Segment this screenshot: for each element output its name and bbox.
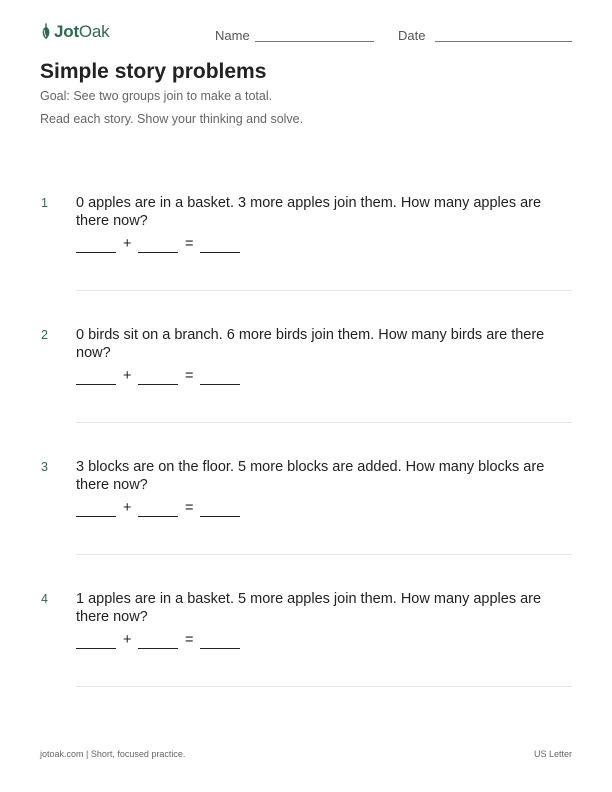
page-title: Simple story problems	[40, 60, 267, 83]
problem-number: 1	[41, 196, 48, 210]
problem-item	[40, 326, 572, 458]
plus-sign: +	[123, 368, 132, 384]
divider	[76, 554, 572, 555]
problem-text: 0 birds sit on a branch. 6 more birds join them. How many birds are there now?	[76, 327, 545, 361]
instructions-text: Read each story. Show your thinking and solve.	[40, 112, 304, 126]
problem-item	[40, 590, 572, 722]
plus-sign: +	[123, 236, 132, 252]
problem-item	[40, 194, 572, 326]
answer-blank[interactable]	[200, 648, 240, 649]
paper-size-label: US Letter	[533, 749, 572, 759]
problem-text: 0 apples are in a basket. 3 more apples join them. How many apples are there now?	[76, 195, 542, 229]
answer-blank[interactable]	[76, 648, 116, 649]
answer-blank[interactable]	[200, 252, 240, 253]
brand-jot: Jot	[54, 22, 79, 41]
answer-blank[interactable]	[76, 384, 116, 385]
plus-sign: +	[123, 500, 132, 516]
answer-blank[interactable]	[76, 252, 116, 253]
brand-oak: Oak	[78, 22, 110, 41]
date-line[interactable]	[435, 41, 572, 42]
equals-sign: =	[185, 236, 194, 252]
equals-sign: =	[185, 632, 194, 648]
answer-blank[interactable]	[138, 384, 178, 385]
answer-blank[interactable]	[200, 384, 240, 385]
answer-blank[interactable]	[200, 516, 240, 517]
divider	[76, 290, 572, 291]
page-header	[40, 20, 572, 46]
answer-blank[interactable]	[138, 648, 178, 649]
problem-text: 3 blocks are on the floor. 5 more blocks are added. How many blocks are there now?	[76, 459, 545, 493]
problem-item	[40, 458, 572, 590]
name-label: Name	[215, 28, 250, 43]
divider	[76, 422, 572, 423]
problem-text: 1 apples are in a basket. 5 more apples join them. How many apples are there now?	[76, 591, 542, 625]
goal-text: Goal: See two groups join to make a total.	[40, 89, 273, 103]
divider	[76, 686, 572, 687]
plus-sign: +	[123, 632, 132, 648]
answer-blank[interactable]	[76, 516, 116, 517]
answer-blank[interactable]	[138, 516, 178, 517]
problem-number: 3	[41, 460, 48, 474]
name-line[interactable]	[255, 41, 374, 42]
date-label: Date	[398, 28, 426, 43]
answer-blank[interactable]	[138, 252, 178, 253]
problem-number: 2	[41, 328, 48, 342]
brand-name	[54, 22, 109, 42]
problem-number: 4	[41, 592, 48, 606]
equals-sign: =	[185, 368, 194, 384]
equals-sign: =	[185, 500, 194, 516]
acorn-icon	[40, 23, 52, 41]
jotoak-logo	[40, 22, 109, 42]
footer-text: jotoak.com | Short, focused practice.	[40, 749, 186, 759]
